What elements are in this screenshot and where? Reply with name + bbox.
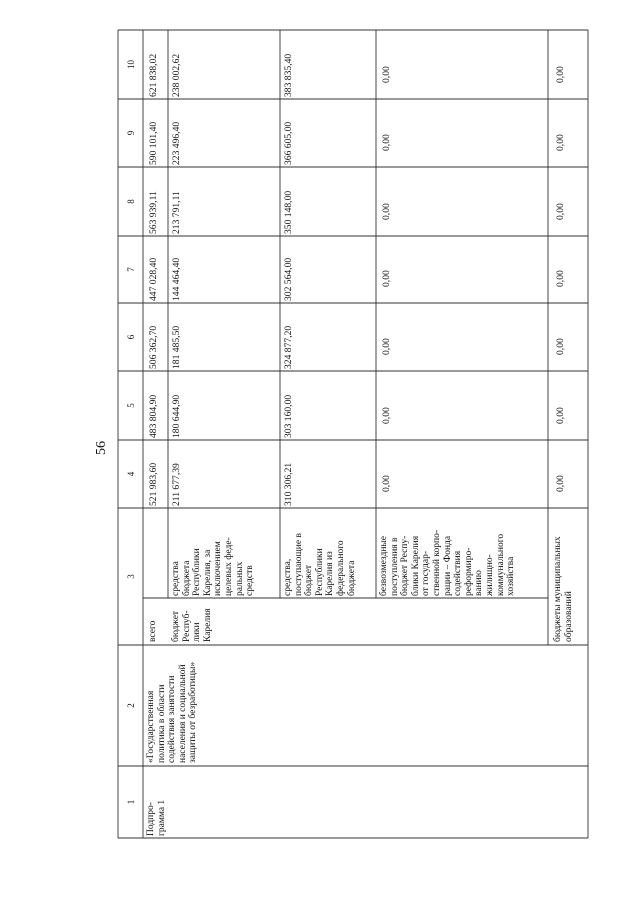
header-col-9: 9 <box>126 130 136 136</box>
value-gratuitous-5: 0,00 <box>381 407 392 424</box>
value-total-5: 483 804,90 <box>148 394 159 438</box>
value-gratuitous-10: 0,00 <box>381 66 392 83</box>
subprogram-name: «Государственная политика в области содействия занятости населения и социальной защиты от безработицы» <box>146 661 199 763</box>
value-federal-10: 383 835,40 <box>283 53 294 97</box>
value-gratuitous-4: 0,00 <box>381 475 392 492</box>
value-municipal-4: 0,00 <box>555 475 566 492</box>
source-gratuitous: безвозмездные поступления в бюджет Респу- блики Карелия от государ- ственной корпо- рации – Фонда содействия реформиро- ванию жилищно- коммунального хозяйства <box>379 529 517 596</box>
value-federal-7: 302 564,00 <box>283 257 294 301</box>
value-own-4: 211 677,39 <box>171 463 182 506</box>
value-total-7: 447 028,40 <box>148 257 159 301</box>
source-budget-rk: бюджет Респуб- лики Карелия <box>171 608 213 642</box>
value-federal-4: 310 306,21 <box>283 462 294 506</box>
source-municipal: бюджеты муниципальных образований <box>553 536 574 642</box>
value-federal-8: 350 148,00 <box>283 190 294 234</box>
value-municipal-5: 0,00 <box>555 407 566 424</box>
header-col-6: 6 <box>126 334 136 340</box>
value-total-6: 506 362,70 <box>148 325 159 369</box>
value-gratuitous-7: 0,00 <box>381 270 392 287</box>
value-own-7: 144 464,40 <box>171 257 182 301</box>
value-own-5: 180 644,90 <box>171 394 182 438</box>
page-number: 56 <box>94 441 109 455</box>
value-own-6: 181 485,50 <box>171 325 182 369</box>
source-total: всего <box>148 620 158 642</box>
header-col-8: 8 <box>126 199 136 204</box>
value-own-8: 213 791,11 <box>171 191 182 234</box>
header-col-10: 10 <box>126 60 136 69</box>
value-gratuitous-9: 0,00 <box>381 134 392 151</box>
value-federal-9: 366 605,00 <box>283 121 294 165</box>
header-col-1: 1 <box>126 799 136 805</box>
value-total-9: 590 101,40 <box>148 121 159 165</box>
source-own-funds: средства бюджета Республики Карелия, за исключением целевых феде- ральных средств <box>171 537 256 596</box>
source-federal-funds: средства, поступающие в бюджет Республики Карелия из федерального бюджета <box>283 533 357 596</box>
value-own-9: 223 496,40 <box>171 121 182 165</box>
value-municipal-6: 0,00 <box>555 338 566 355</box>
value-municipal-8: 0,00 <box>555 203 566 220</box>
header-col-4: 4 <box>126 471 136 477</box>
header-col-2: 2 <box>126 703 136 708</box>
value-municipal-9: 0,00 <box>555 134 566 151</box>
subprogram-label: Подпро- грамма 1 <box>146 799 167 836</box>
value-total-10: 621 838,02 <box>148 53 159 97</box>
value-gratuitous-8: 0,00 <box>381 203 392 220</box>
header-col-5: 5 <box>126 403 136 408</box>
value-municipal-10: 0,00 <box>555 66 566 83</box>
header-col-3: 3 <box>126 574 136 579</box>
value-total-8: 563 939,11 <box>148 191 159 234</box>
value-municipal-7: 0,00 <box>555 270 566 287</box>
header-col-7: 7 <box>126 267 136 272</box>
value-total-4: 521 983,60 <box>148 462 159 506</box>
value-own-10: 238 002,62 <box>171 53 182 97</box>
value-federal-5: 303 160,00 <box>283 394 294 438</box>
value-gratuitous-6: 0,00 <box>381 338 392 355</box>
value-federal-6: 324 877,20 <box>283 325 294 369</box>
